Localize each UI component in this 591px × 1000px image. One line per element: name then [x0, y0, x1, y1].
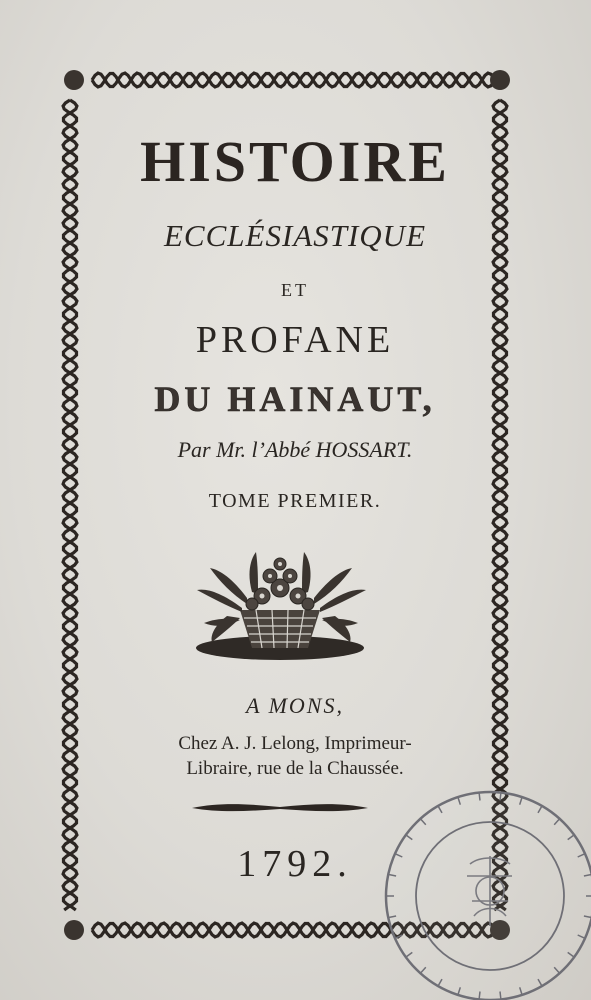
imprint-place: A MONS,: [246, 693, 344, 718]
border-corner-ornament: [490, 70, 510, 90]
imprint-publisher-line-1: Chez A. J. Lelong, Imprimeur-: [178, 733, 412, 754]
author-line: Par Mr. l’Abbé HOSSART.: [177, 437, 413, 462]
volume-label: TOME PREMIER.: [208, 490, 382, 512]
stamp-tick: [500, 794, 501, 801]
stamp-tick: [479, 794, 480, 801]
book-title: HISTOIRE: [140, 129, 450, 194]
subtitle-ecclesiastique: ECCLÉSIASTIQUE: [164, 218, 426, 253]
publication-year: 1792.: [237, 843, 353, 885]
stamp-tick: [500, 992, 501, 999]
subtitle-et: ET: [281, 280, 309, 300]
subtitle-du-hainaut: DU HAINAUT,: [154, 379, 436, 419]
border-corner-ornament: [64, 70, 84, 90]
decorative-rule: [190, 800, 370, 816]
imprint-publisher-line-2: Libraire, rue de la Chaussée.: [186, 758, 404, 779]
border-corner-ornament: [64, 920, 84, 940]
stamp-tick: [479, 992, 480, 999]
library-stamp: [372, 786, 591, 1000]
subtitle-profane: PROFANE: [195, 319, 395, 361]
flower-basket-ornament: [192, 548, 372, 668]
